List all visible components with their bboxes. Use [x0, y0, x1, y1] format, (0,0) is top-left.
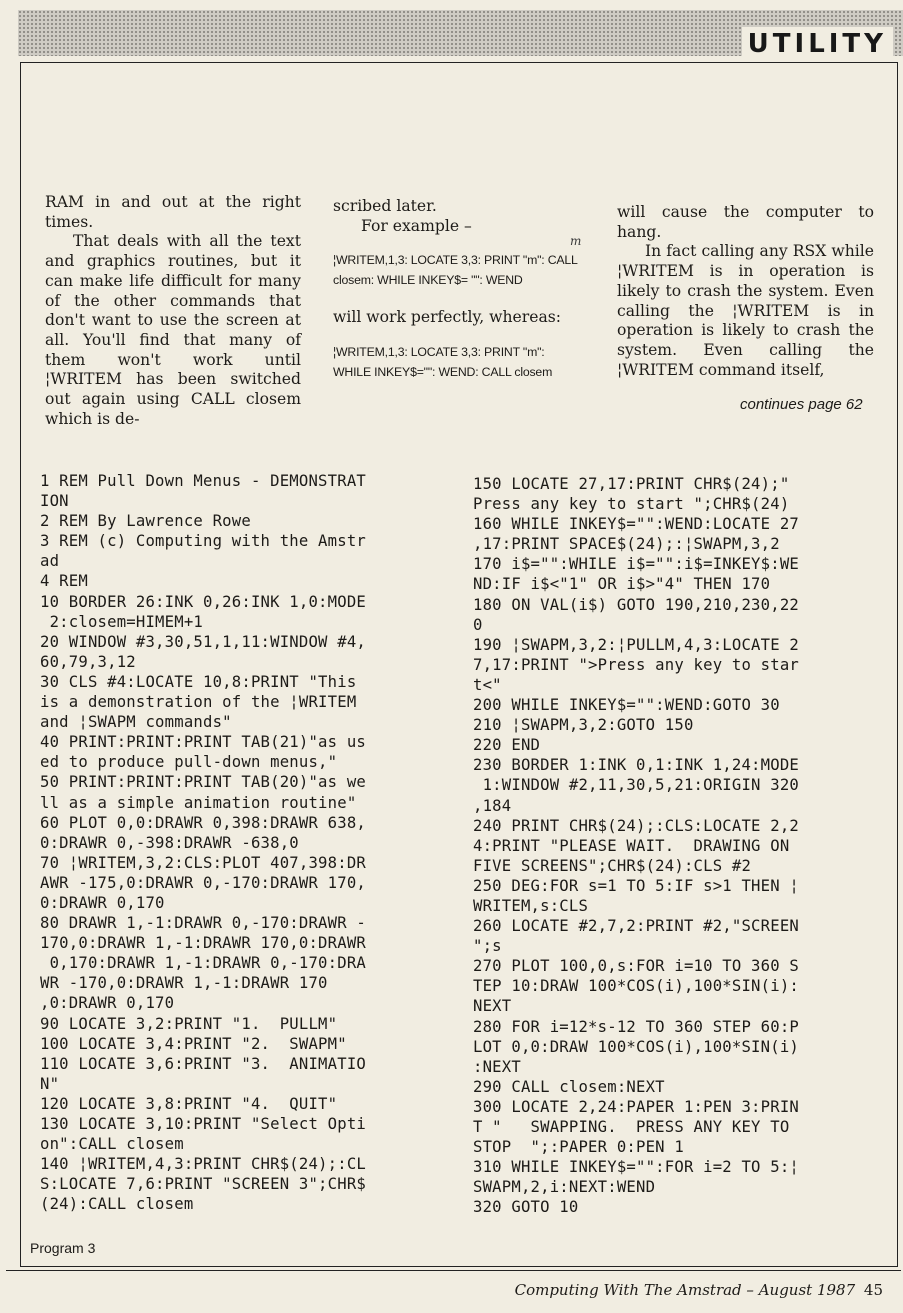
code-line: 170 i$="":WHILE i$="":i$=INKEY$:WE: [473, 555, 799, 574]
article-column-3: [617, 203, 874, 380]
code-line: ,184: [473, 796, 512, 815]
code-line: and ¦SWAPM commands": [40, 713, 232, 732]
code-line: 130 LOCATE 3,10:PRINT "Select Opti: [40, 1115, 366, 1133]
paragraph: In fact calling any RSX while ¦WRITEM is in operation is likely to crash the system. Even calling the ¦WRITEM is in operation is likely to crash the system. Even calling the ¦WRITEM command itself,: [617, 242, 874, 379]
code-line: 240 PRINT CHR$(24);:CLS:LOCATE 2,2: [473, 816, 799, 835]
code-line: T " SWAPPING. PRESS ANY KEY TO: [473, 1118, 790, 1136]
continues-link: continues page 62: [740, 396, 863, 413]
code-example-1: ¦WRITEM,1,3: LOCATE 3,3: PRINT "m": CALL closem: WHILE INKEY$= "": WEND: [333, 253, 578, 288]
paragraph: RAM in and out at the right times.: [45, 193, 301, 231]
code-line: 90 LOCATE 3,2:PRINT "1. PULLM": [40, 1014, 338, 1033]
code-line: 280 FOR i=12*s-12 TO 360 STEP 60:P: [473, 1017, 799, 1036]
code-line: t<": [473, 675, 502, 694]
code-line: 1:WINDOW #2,11,30,5,21:ORIGIN 320: [473, 776, 799, 795]
code-line: 3 REM (c) Computing with the Amstr: [40, 532, 366, 551]
article-column-1: [45, 193, 301, 429]
code-line: STOP ";:PAPER 0:PEN 1: [473, 1138, 684, 1157]
code-line: 110 LOCATE 3,6:PRINT "3. ANIMATIO: [40, 1054, 366, 1073]
code-line: 190 ¦SWAPM,3,2:¦PULLM,4,3:LOCATE 2: [473, 635, 799, 654]
code-line: 2:closem=HIMEM+1: [40, 612, 203, 631]
code-line: on":CALL closem: [40, 1135, 184, 1154]
code-line: TEP 10:DRAW 100*COS(i),100*SIN(i):: [473, 977, 799, 996]
code-line: 30 CLS #4:LOCATE 10,8:PRINT "This: [40, 672, 357, 691]
code-line: ND:IF i$<"1" OR i$>"4" THEN 170: [473, 575, 771, 594]
code-line: 70 ¦WRITEM,3,2:CLS:PLOT 407,398:DR: [40, 853, 366, 872]
code-line: 210 ¦SWAPM,3,2:GOTO 150: [473, 716, 694, 735]
code-line: 7,17:PRINT ">Press any key to star: [473, 655, 799, 674]
code-line: 140 ¦WRITEM,4,3:PRINT CHR$(24);:CL: [40, 1155, 366, 1174]
code-line: 4:PRINT "PLEASE WAIT. DRAWING ON: [473, 836, 790, 855]
code-line: 290 CALL closem:NEXT: [473, 1077, 665, 1096]
code-line: 2 REM By Lawrence Rowe: [40, 512, 251, 531]
code-line: ll as a simple animation routine": [40, 793, 357, 812]
paragraph: That deals with all the text and graphics routines, but it can make life difficult for many of the other commands that don't want to use the screen at all. You'll find that many of them won't work until ¦WRITEM has been switched out again using CALL closem which is de-: [45, 232, 301, 428]
magazine-credit: Computing With The Amstrad – August 1987: [514, 1281, 856, 1299]
code-line: 0:DRAWR 0,170: [40, 893, 165, 912]
paragraph: scribed later.: [333, 197, 437, 215]
code-line: 200 WHILE INKEY$="":WEND:GOTO 30: [473, 696, 780, 715]
code-line: (24):CALL closem: [40, 1195, 194, 1214]
paragraph: will cause the computer to hang.: [617, 203, 874, 241]
code-line: 10 BORDER 26:INK 0,26:INK 1,0:MODE: [40, 592, 366, 611]
margin-mark: m: [570, 234, 582, 248]
code-line: 300 LOCATE 2,24:PAPER 1:PEN 3:PRIN: [473, 1097, 799, 1116]
code-line: 170,0:DRAWR 1,-1:DRAWR 170,0:DRAWR: [40, 934, 366, 953]
code-line: 80 DRAWR 1,-1:DRAWR 0,-170:DRAWR -: [40, 914, 366, 933]
footer-text: [515, 1281, 883, 1299]
code-line: 40 PRINT:PRINT:PRINT TAB(21)"as us: [40, 733, 366, 752]
code-line: 0,170:DRAWR 1,-1:DRAWR 0,-170:DRA: [40, 954, 366, 973]
code-line: 60 PLOT 0,0:DRAWR 0,398:DRAWR 638,: [40, 813, 366, 832]
code-line: AWR -175,0:DRAWR 0,-170:DRAWR 170,: [40, 873, 366, 892]
code-line: 160 WHILE INKEY$="":WEND:LOCATE 27: [473, 515, 799, 534]
code-line: S:LOCATE 7,6:PRINT "SCREEN 3";CHR$: [40, 1175, 366, 1194]
code-line: 0: [473, 615, 483, 634]
page-number: 45: [863, 1281, 883, 1299]
code-line: FIVE SCREENS";CHR$(24):CLS #2: [473, 856, 752, 875]
code-line: ,0:DRAWR 0,170: [40, 994, 175, 1013]
paragraph: will work perfectly, whereas:: [333, 308, 562, 327]
code-line: 180 ON VAL(i$) GOTO 190,210,230,22: [473, 595, 799, 614]
code-line: 220 END: [473, 736, 541, 755]
code-line: 0:DRAWR 0,-398:DRAWR -638,0: [40, 833, 299, 852]
code-line: 320 GOTO 10: [473, 1198, 579, 1217]
code-line: ION: [40, 492, 69, 511]
page-footer: [6, 1270, 901, 1309]
section-label: UTILITY: [742, 27, 893, 61]
article-column-2: [333, 197, 583, 382]
code-line: 1 REM Pull Down Menus - DEMONSTRAT: [40, 472, 366, 490]
program-label: Program 3: [30, 1240, 96, 1256]
code-line: NEXT: [473, 997, 512, 1016]
code-line: ad: [40, 552, 60, 571]
code-line: 4 REM: [40, 572, 88, 591]
code-line: ,17:PRINT SPACE$(24);:¦SWAPM,3,2: [473, 535, 780, 554]
code-line: ";s: [473, 937, 502, 956]
code-line: 100 LOCATE 3,4:PRINT "2. SWAPM": [40, 1034, 347, 1053]
code-line: SWAPM,2,i:NEXT:WEND: [473, 1178, 656, 1197]
code-line: 60,79,3,12: [40, 652, 136, 671]
code-line: LOT 0,0:DRAW 100*COS(i),100*SIN(i): [473, 1037, 799, 1056]
code-line: ed to produce pull-down menus,": [40, 753, 338, 772]
code-line: Press any key to start ";CHR$(24): [473, 495, 790, 514]
code-line: 20 WINDOW #3,30,51,1,11:WINDOW #4,: [40, 632, 366, 651]
code-example-2: ¦WRITEM,1,3: LOCATE 3,3: PRINT "m": WHILE INKEY$="": WEND: CALL closem: [333, 345, 553, 380]
code-listing-right: [473, 474, 799, 1217]
code-line: :NEXT: [473, 1057, 521, 1076]
code-line: 50 PRINT:PRINT:PRINT TAB(20)"as we: [40, 773, 366, 792]
code-line: WRITEM,s:CLS: [473, 896, 589, 915]
code-line: 120 LOCATE 3,8:PRINT "4. QUIT": [40, 1094, 338, 1113]
code-line: is a demonstration of the ¦WRITEM: [40, 693, 357, 712]
code-line: 260 LOCATE #2,7,2:PRINT #2,"SCREEN: [473, 917, 799, 936]
code-line: 150 LOCATE 27,17:PRINT CHR$(24);": [473, 475, 790, 493]
paragraph: For example –: [361, 216, 472, 235]
code-line: 270 PLOT 100,0,s:FOR i=10 TO 360 S: [473, 957, 799, 976]
code-line: 230 BORDER 1:INK 0,1:INK 1,24:MODE: [473, 756, 799, 775]
code-listing-left: [40, 471, 366, 1214]
code-line: 250 DEG:FOR s=1 TO 5:IF s>1 THEN ¦: [473, 876, 799, 895]
code-line: N": [40, 1074, 60, 1093]
code-line: WR -170,0:DRAWR 1,-1:DRAWR 170: [40, 974, 328, 993]
code-line: 310 WHILE INKEY$="":FOR i=2 TO 5:¦: [473, 1158, 799, 1177]
